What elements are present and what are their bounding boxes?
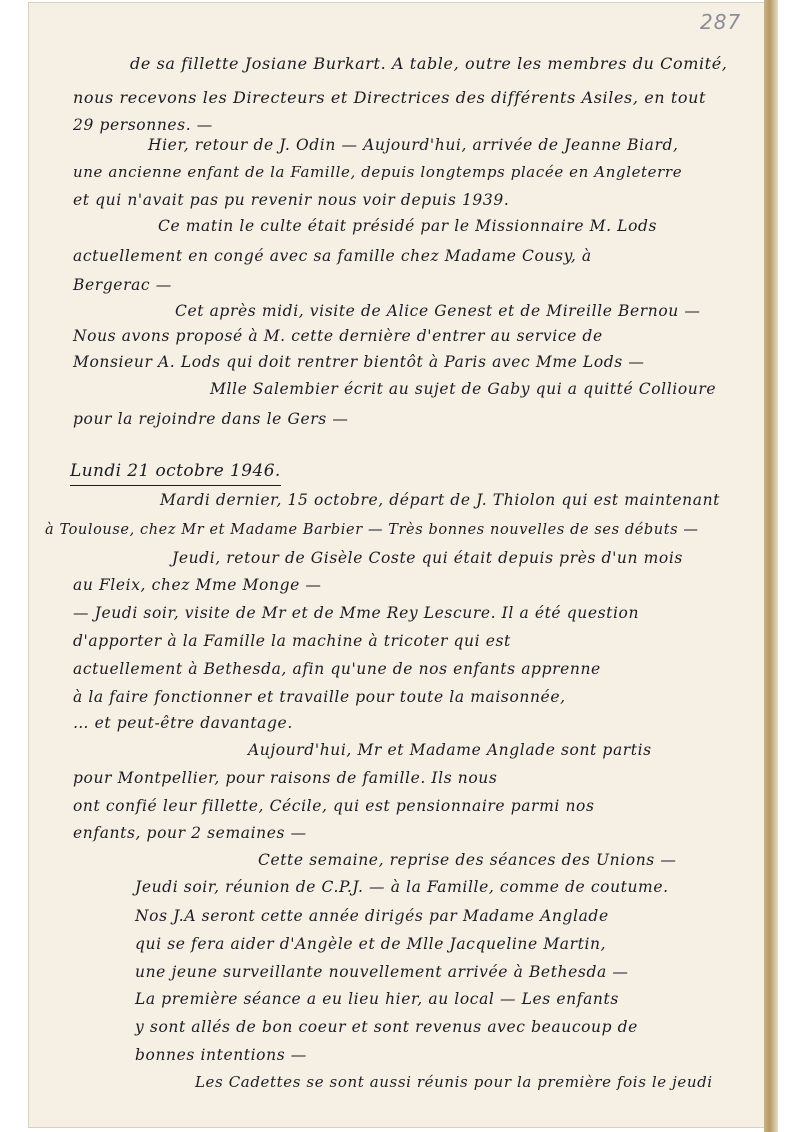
text-line: de sa fillette Josiane Burkart. A table, outre les membres du Comité, (130, 54, 728, 73)
text-line: … et peut-être davantage. (73, 714, 293, 732)
text-line: Monsieur A. Lods qui doit rentrer bientôt à Paris avec Mme Lods — (73, 353, 645, 371)
text-line: La première séance a eu lieu hier, au local — Les enfants (135, 990, 619, 1008)
text-line: — Jeudi soir, visite de Mr et de Mme Rey Lescure. Il a été question (73, 604, 640, 622)
text-line: Hier, retour de J. Odin — Aujourd'hui, arrivée de Jeanne Biard, (148, 136, 679, 154)
date-heading: Lundi 21 octobre 1946. (70, 461, 281, 486)
text-line: Ce matin le culte était présidé par le Missionnaire M. Lods (158, 217, 658, 235)
text-line: Nos J.A seront cette année dirigés par Madame Anglade (135, 907, 609, 925)
text-line: pour la rejoindre dans le Gers — (73, 410, 349, 428)
text-line: une jeune surveillante nouvellement arrivée à Bethesda — (135, 963, 629, 981)
text-line: au Fleix, chez Mme Monge — (73, 576, 322, 594)
text-line: une ancienne enfant de la Famille, depuis longtemps placée en Angleterre (73, 163, 683, 181)
text-line: Cet après midi, visite de Alice Genest et de Mireille Bernou — (175, 302, 701, 320)
text-line: actuellement à Bethesda, afin qu'une de nos enfants apprenne (73, 660, 601, 678)
text-line: à Toulouse, chez Mr et Madame Barbier — Très bonnes nouvelles de ses débuts — (45, 522, 699, 538)
text-line: Les Cadettes se sont aussi réunis pour la première fois le jeudi (195, 1073, 713, 1091)
text-line: actuellement en congé avec sa famille chez Madame Cousy, à (73, 247, 592, 265)
page-number: 287 (700, 10, 742, 34)
text-line: Nous avons proposé à M. cette dernière d'entrer au service de (73, 327, 603, 345)
text-line: Jeudi, retour de Gisèle Coste qui était depuis près d'un mois (172, 549, 683, 567)
text-line: Bergerac — (73, 276, 172, 294)
text-line: nous recevons les Directeurs et Directrices des différents Asiles, en tout (73, 88, 707, 107)
text-line: bonnes intentions — (135, 1046, 307, 1064)
text-line: Cette semaine, reprise des séances des Unions — (258, 851, 677, 869)
text-line: Aujourd'hui, Mr et Madame Anglade sont partis (248, 741, 652, 759)
text-line: Jeudi soir, réunion de C.P.J. — à la Famille, comme de coutume. (135, 878, 669, 896)
text-line: Mardi dernier, 15 octobre, départ de J. Thiolon qui est maintenant (160, 491, 720, 509)
text-line: enfants, pour 2 semaines — (73, 824, 307, 842)
text-line: pour Montpellier, pour raisons de famille. Ils nous (73, 769, 498, 787)
text-line: qui se fera aider d'Angèle et de Mlle Jacqueline Martin, (135, 935, 607, 953)
text-line: d'apporter à la Famille la machine à tricoter qui est (73, 632, 511, 650)
text-line: Mlle Salembier écrit au sujet de Gaby qui a quitté Collioure (210, 380, 717, 398)
text-line: y sont allés de bon coeur et sont revenus avec beaucoup de (135, 1018, 638, 1036)
text-line: 29 personnes. — (73, 116, 213, 134)
binding-edge (764, 0, 778, 1132)
text-line: ont confié leur fillette, Cécile, qui est pensionnaire parmi nos (73, 797, 595, 815)
text-line: à la faire fonctionner et travaille pour toute la maisonnée, (73, 688, 566, 706)
text-line: et qui n'avait pas pu revenir nous voir depuis 1939. (73, 191, 510, 209)
